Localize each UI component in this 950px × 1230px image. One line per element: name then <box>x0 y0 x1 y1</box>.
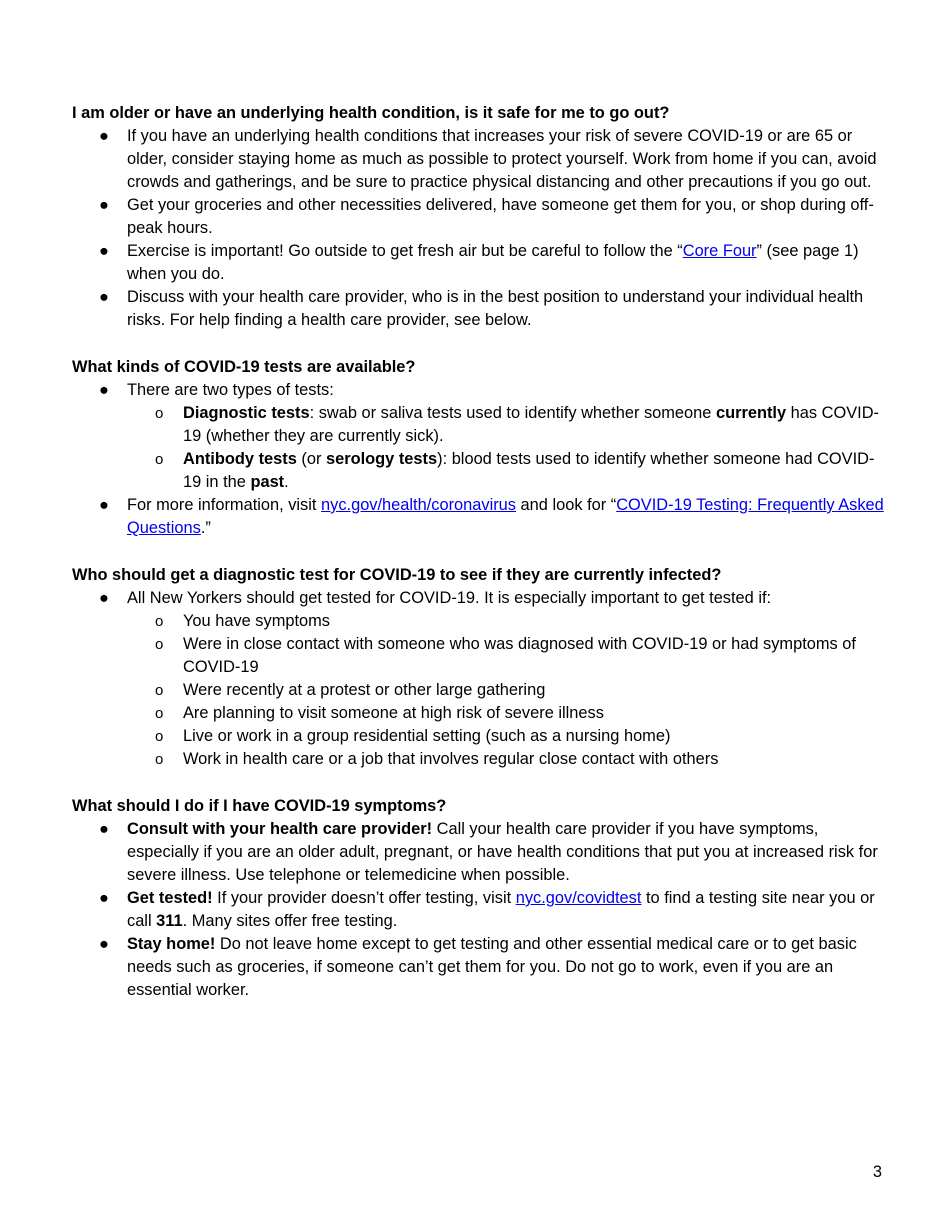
bullet-icon: ● <box>99 589 109 607</box>
list-item: ● Exercise is important! Go outside to get fresh air but be careful to follow the “Core Four” (see page 1) when you do. <box>99 242 859 283</box>
sub-bullet-icon: o <box>155 405 164 422</box>
bullet-list <box>72 379 888 540</box>
sub-bullet-list <box>127 402 888 494</box>
sub-list-item: o Live or work in a group residential setting (such as a nursing home) <box>127 725 888 748</box>
list-item: ● Discuss with your health care provider, who is in the best position to understand your individual health risks. For help finding a health care provider, see below. <box>99 288 864 329</box>
bullet-icon: ● <box>99 935 109 953</box>
covidtest-link[interactable]: nyc.gov/covidtest <box>515 889 642 907</box>
bullet-icon: ● <box>99 820 109 838</box>
sub-bullet-icon: o <box>155 636 164 653</box>
bullet-icon: ● <box>99 288 109 306</box>
nyc-health-coronavirus-link[interactable]: nyc.gov/health/coronavirus <box>321 496 516 514</box>
page-number: 3 <box>872 1163 882 1181</box>
section-heading: What should I do if I have COVID-19 symptoms? <box>72 797 447 815</box>
bullet-list <box>72 818 888 1002</box>
section-heading: I am older or have an underlying health condition, is it safe for me to go out? <box>72 104 670 122</box>
list-item: ● Get your groceries and other necessities delivered, have someone get them for you, or shop during off-peak hours. <box>99 196 874 237</box>
sub-bullet-icon: o <box>155 728 164 745</box>
bullet-list <box>72 587 888 771</box>
core-four-link[interactable]: Core Four <box>682 242 757 260</box>
sub-bullet-icon: o <box>155 613 164 630</box>
bullet-icon: ● <box>99 381 109 399</box>
section-who-should-test <box>72 564 888 771</box>
sub-bullet-icon: o <box>155 705 164 722</box>
section-symptoms <box>72 795 888 1002</box>
bullet-icon: ● <box>99 496 109 514</box>
testing-faq-link[interactable]: COVID-19 Testing: Frequently Asked Questions <box>127 496 884 537</box>
sub-bullet-icon: o <box>155 451 164 468</box>
section-test-types <box>72 356 888 540</box>
list-item: ● All New Yorkers should get tested for COVID-19. It is especially important to get tested if: o You have symptoms o Were in close contact with someone who was diagnosed with COVID-19 or had symptoms of COVID-19 o Were recently at a protest or other large gathering o Are planning to visit someone at high risk of severe illness o Live or work in a group residential setting (such as a nursing home) o Work in health care or a job that involves regular close contact with others <box>72 587 888 771</box>
bullet-icon: ● <box>99 127 109 145</box>
sub-list-item: o Were in close contact with someone who was diagnosed with COVID-19 or had symptoms of COVID-19 <box>155 635 856 676</box>
sub-list-item: o Work in health care or a job that involves regular close contact with others <box>127 748 888 771</box>
sub-bullet-icon: o <box>155 682 164 699</box>
sub-list-item: o Are planning to visit someone at high risk of severe illness <box>127 702 888 725</box>
section-heading: What kinds of COVID-19 tests are available? <box>72 358 416 376</box>
section-older-underlying-condition <box>72 102 888 332</box>
sub-list-item: o Diagnostic tests: swab or saliva tests used to identify whether someone currently has COVID-19 (whether they are currently sick). <box>155 404 879 445</box>
sub-list-item: o Antibody tests (or serology tests): blood tests used to identify whether someone had COVID-19 in the past. <box>155 450 875 491</box>
list-item: ● Get tested! If your provider doesn’t offer testing, visit nyc.gov/covidtest to find a testing site near you or call 311. Many sites offer free testing. <box>99 889 875 930</box>
section-heading: Who should get a diagnostic test for COVID-19 to see if they are currently infected? <box>72 566 722 584</box>
bullet-list <box>72 125 888 332</box>
list-item: ● If you have an underlying health conditions that increases your risk of severe COVID-19 or are 65 or older, consider staying home as much as possible to protect yourself. Work from home if you can, avoid crowds and gatherings, and be sure to practice physical distancing and other precautions if you go out. <box>99 127 877 191</box>
list-item: ● For more information, visit nyc.gov/health/coronavirus and look for “COVID-19 Testing: Frequently Asked Questions.” <box>99 496 884 537</box>
sub-bullet-icon: o <box>155 751 164 768</box>
list-item: ● Stay home! Do not leave home except to get testing and other essential medical care or to get basic needs such as groceries, if someone can’t get them for you. Do not go to work, even if you are an essential worker. <box>99 935 857 999</box>
sub-list-item: o You have symptoms <box>127 610 888 633</box>
bullet-icon: ● <box>99 196 109 214</box>
bullet-icon: ● <box>99 242 109 260</box>
list-item: ● There are two types of tests: o Diagnostic tests: swab or saliva tests used to identify whether someone currently has COVID-19 (whether they are currently sick). o Antibody tests (or serology tests): blood tests used to identify whether someone had COVID-19 in the past. <box>72 379 888 494</box>
sub-bullet-list <box>127 610 888 771</box>
list-item: ● Consult with your health care provider! Call your health care provider if you have symptoms, especially if you are an older adult, pregnant, or have health conditions that put you at increased risk for severe illness. Use telephone or telemedicine when possible. <box>99 820 878 884</box>
bullet-icon: ● <box>99 889 109 907</box>
document-page <box>72 102 888 1026</box>
sub-list-item: o Were recently at a protest or other large gathering <box>127 679 888 702</box>
